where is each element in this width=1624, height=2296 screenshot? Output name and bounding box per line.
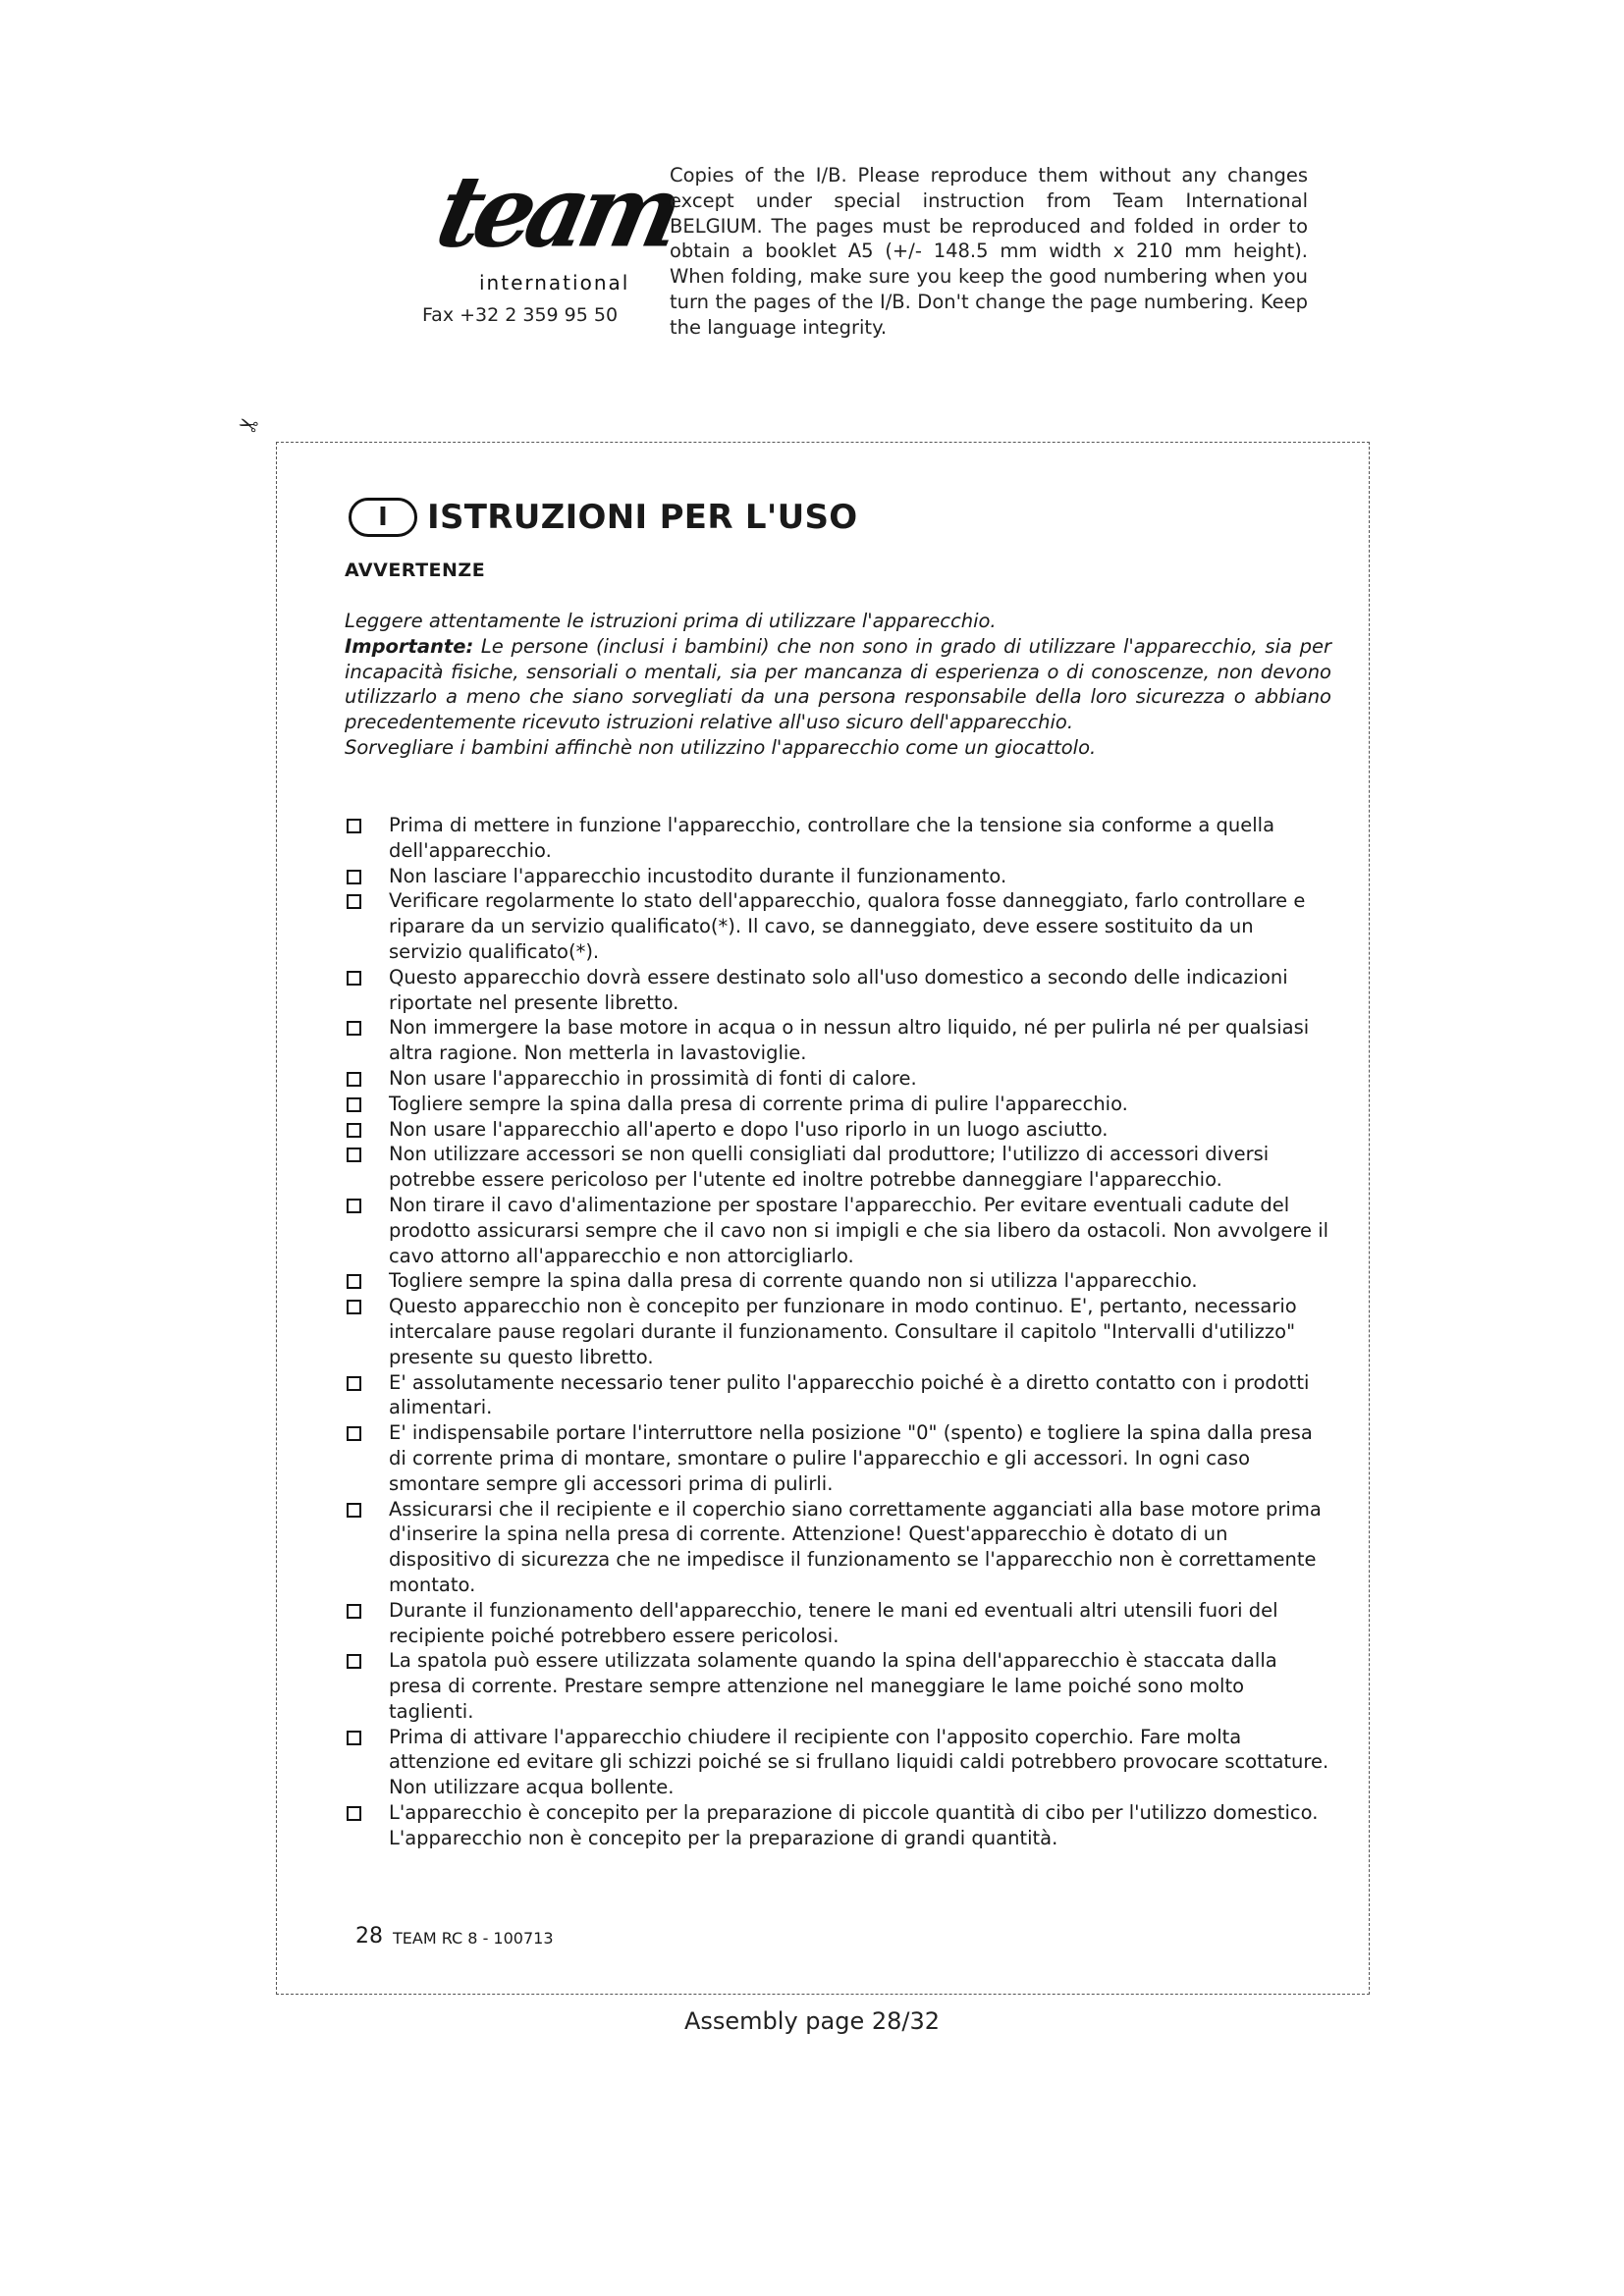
list-item — [345, 1294, 1331, 1369]
checkbox-icon — [347, 1097, 361, 1112]
important-paragraph — [345, 634, 1331, 735]
intro-text — [345, 609, 1331, 761]
checkbox-icon — [347, 1376, 361, 1391]
reproduction-instructions: Copies of the I/B. Please reproduce them without any changes except under special instruction from Team International BELGIUM. The pages must be reproduced and folded in order to obtain a booklet A5 (+/- 148.5 mm width x 210 mm height). When folding, make sure you keep the good numbering when you turn the pages of the I/B. Don't change the page numbering. Keep the language integrity. — [670, 164, 1308, 339]
title-text: ISTRUZIONI PER L'USO — [427, 498, 858, 537]
checkbox-icon — [347, 894, 361, 909]
checkbox-icon — [347, 1806, 361, 1821]
checkbox-icon — [347, 1503, 361, 1518]
checkbox-icon — [347, 1731, 361, 1745]
list-item — [345, 1142, 1331, 1193]
warning-text: Durante il funzionamento dell'apparecchio, tenere le mani ed eventuali altri utensili fuori del recipiente poiché potrebbero essere pericolosi. — [389, 1598, 1278, 1647]
warning-text: Non utilizzare accessori se non quelli consigliati dal produttore; l'utilizzo di accessori diversi potrebbe essere pericoloso per l'utente ed inoltre potrebbe danneggiare l'apparecchio. — [389, 1143, 1270, 1192]
assembly-page-label: Assembly page 28/32 — [683, 2007, 941, 2035]
list-item — [345, 1725, 1331, 1800]
list-item — [345, 1268, 1331, 1294]
team-international-logo — [427, 153, 685, 304]
important-text: Le persone (inclusi i bambini) che non sono in grado di utilizzare l'apparecchio, sia per incapacità fisiche, sensoriali o mentali, sia per mancanza di esperienza o di conoscenze, non devono utilizzarlo a meno che siano sorvegliati da una persona responsabile della loro sicurezza o abbiano precedentemente ricevuto istruzioni relative all'uso sicuro dell'apparecchio. — [345, 634, 1331, 734]
warnings-list — [345, 813, 1331, 1851]
warning-text: Non tirare il cavo d'alimentazione per spostare l'apparecchio. Per evitare eventuali cadute del prodotto assicurarsi sempre che il cavo non si impigli e che sia libero da ostacoli. Non avvolgere il cavo attorno all'apparecchio e non attorcigliarlo. — [389, 1193, 1329, 1267]
list-item — [345, 1497, 1331, 1598]
checkbox-icon — [347, 1123, 361, 1138]
important-label: Importante: — [345, 634, 474, 658]
intro-line: Sorvegliare i bambini affinchè non utilizzino l'apparecchio come un giocattolo. — [345, 735, 1097, 759]
warning-text: Togliere sempre la spina dalla presa di corrente quando non si utilizza l'apparecchio. — [389, 1269, 1198, 1293]
page-title — [349, 496, 858, 539]
list-item — [345, 1092, 1331, 1117]
section-heading: AVVERTENZE — [345, 560, 486, 581]
checkbox-icon — [347, 1654, 361, 1669]
list-item — [345, 1800, 1331, 1851]
checkbox-icon — [347, 1072, 361, 1087]
list-item — [345, 1193, 1331, 1268]
checkbox-icon — [347, 819, 361, 833]
list-item — [345, 1066, 1331, 1092]
list-item — [345, 888, 1331, 964]
footer-page-number: 28 — [355, 1924, 383, 1949]
checkbox-icon — [347, 1300, 361, 1314]
list-item — [345, 813, 1331, 864]
list-item — [345, 1598, 1331, 1649]
scissors-icon: ✂ — [234, 407, 263, 441]
list-item — [345, 1117, 1331, 1143]
checkbox-icon — [347, 1021, 361, 1036]
list-item — [345, 1648, 1331, 1724]
logo-brand-text: team — [427, 153, 685, 270]
warning-text: E' assolutamente necessario tener pulito l'apparecchio poiché è a diretto contatto con i prodotti alimentari. — [389, 1370, 1310, 1419]
warning-text: Non usare l'apparecchio in prossimità di fonti di calore. — [389, 1066, 917, 1090]
language-badge: I — [349, 498, 417, 537]
warning-text: Questo apparecchio dovrà essere destinato solo all'uso domestico a secondo delle indicazioni riportate nel presente libretto. — [389, 965, 1288, 1014]
warning-text: E' indispensabile portare l'interruttore nella posizione "0" (spento) e togliere la spina dalla presa di corrente prima di montare, smontare o pulire l'apparecchio e gli accessori. In ogni caso smontare sempre gli accessori prima di pulirli. — [389, 1421, 1313, 1495]
list-item — [345, 1420, 1331, 1496]
checkbox-icon — [347, 1148, 361, 1162]
warning-text: L'apparecchio è concepito per la preparazione di piccole quantità di cibo per l'utilizzo domestico. L'apparecchio non è concepito per la preparazione di grandi quantità. — [389, 1801, 1319, 1849]
warning-text: Questo apparecchio non è concepito per funzionare in modo continuo. E', pertanto, necessario intercalare pause regolari durante il funzionamento. Consultare il capitolo "Intervalli d'utilizzo" presente su questo libretto. — [389, 1295, 1297, 1368]
warning-text: Prima di mettere in funzione l'apparecchio, controllare che la tensione sia conforme a quella dell'apparecchio. — [389, 814, 1275, 862]
checkbox-icon — [347, 870, 361, 884]
warning-text: Assicurarsi che il recipiente e il coperchio siano correttamente agganciati alla base motore prima d'inserire la spina nella presa di corrente. Attenzione! Quest'apparecchio è dotato di un dispositivo di sicurezza che ne impedisce il funzionamento se l'apparecchio non è correttamente montato. — [389, 1497, 1322, 1596]
list-item — [345, 1015, 1331, 1066]
list-item — [345, 864, 1331, 889]
fax-number: Fax +32 2 359 95 50 — [422, 304, 619, 326]
checkbox-icon — [347, 1426, 361, 1441]
warning-text: Non usare l'apparecchio all'aperto e dopo l'uso riporlo in un luogo asciutto. — [389, 1117, 1109, 1141]
warning-text: Togliere sempre la spina dalla presa di corrente prima di pulire l'apparecchio. — [389, 1092, 1128, 1115]
checkbox-icon — [347, 1199, 361, 1213]
checkbox-icon — [347, 971, 361, 986]
warning-text: Non lasciare l'apparecchio incustodito durante il funzionamento. — [389, 864, 1007, 887]
warning-text: Prima di attivare l'apparecchio chiudere il recipiente con l'apposito coperchio. Fare molta attenzione ed evitare gli schizzi poiché se si frullano liquidi caldi potrebbero provocare scottature. Non utilizzare acqua bollente. — [389, 1725, 1329, 1799]
warning-text: La spatola può essere utilizzata solamente quando la spina dell'apparecchio è staccata dalla presa di corrente. Prestare sempre attenzione nel maneggiare le lame poiché sono molto taglienti. — [389, 1649, 1277, 1723]
checkbox-icon — [347, 1604, 361, 1619]
logo-tagline: international — [479, 271, 630, 294]
list-item — [345, 965, 1331, 1016]
checkbox-icon — [347, 1274, 361, 1289]
footer-model-code: TEAM RC 8 - 100713 — [393, 1929, 554, 1948]
warning-text: Non immergere la base motore in acqua o in nessun altro liquido, né per pulirla né per qualsiasi altra ragione. Non metterla in lavastoviglie. — [389, 1016, 1310, 1065]
list-item — [345, 1370, 1331, 1421]
warning-text: Verificare regolarmente lo stato dell'apparecchio, qualora fosse danneggiato, farlo controllare e riparare da un servizio qualificato(*). Il cavo, se danneggiato, deve essere sostituito da un servizio qualificato(*). — [389, 889, 1306, 963]
intro-line: Leggere attentamente le istruzioni prima di utilizzare l'apparecchio. — [345, 610, 997, 632]
